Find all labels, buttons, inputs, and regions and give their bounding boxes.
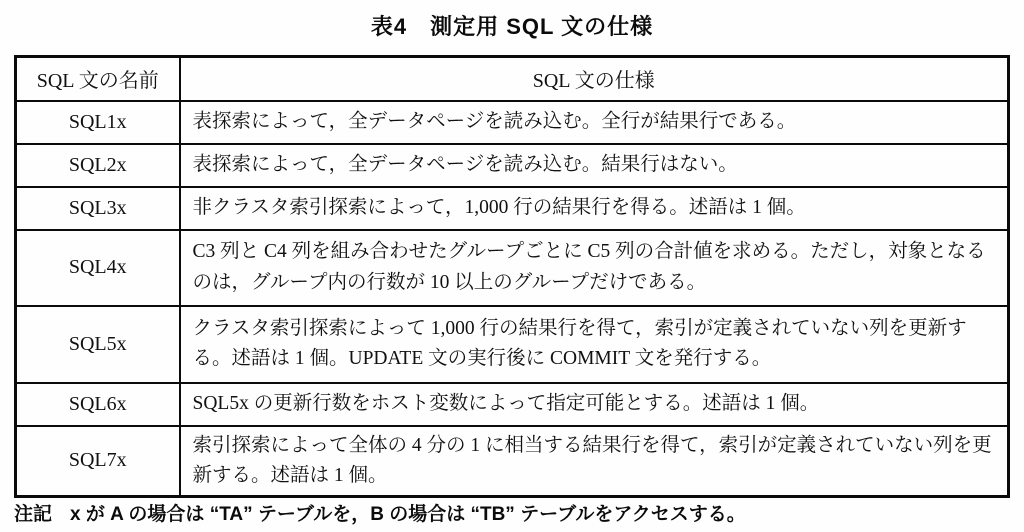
sql-name-cell: SQL7x	[16, 426, 180, 497]
sql-spec-cell: 非クラスタ索引探索によって，1,000 行の結果行を得る。述語は 1 個。	[180, 187, 1009, 230]
spec-column-header: SQL 文の仕様	[180, 57, 1009, 101]
table-row	[16, 144, 1009, 187]
sql-name-cell: SQL5x	[16, 306, 180, 383]
sql-name-cell: SQL1x	[16, 101, 180, 144]
sql-spec-cell: 表探索によって，全データページを読み込む。結果行はない。	[180, 144, 1009, 187]
table-row	[16, 230, 1009, 306]
header-row	[16, 57, 1009, 101]
sql-spec-table	[14, 55, 1010, 498]
sql-spec-cell: 索引探索によって全体の 4 分の 1 に相当する結果行を得て，索引が定義されていない列を更新する。述語は 1 個。	[180, 426, 1009, 497]
table-row	[16, 306, 1009, 383]
table-row	[16, 187, 1009, 230]
sql-spec-cell: クラスタ索引探索によって 1,000 行の結果行を得て，索引が定義されていない列を更新する。述語は 1 個。UPDATE 文の実行後に COMMIT 文を発行する。	[180, 306, 1009, 383]
sql-spec-cell: 表探索によって，全データページを読み込む。全行が結果行である。	[180, 101, 1009, 144]
sql-name-cell: SQL6x	[16, 383, 180, 426]
sql-spec-cell: C3 列と C4 列を組み合わせたグループごとに C5 列の合計値を求める。ただし，対象となるのは，グループ内の行数が 10 以上のグループだけである。	[180, 230, 1009, 306]
table-row	[16, 383, 1009, 426]
sql-name-cell: SQL3x	[16, 187, 180, 230]
sql-name-cell: SQL2x	[16, 144, 180, 187]
sql-name-cell: SQL4x	[16, 230, 180, 306]
table-row	[16, 101, 1009, 144]
footnote-text: x が A の場合は “TA” テーブルを，B の場合は “TB” テーブルをアクセスする。	[70, 504, 746, 525]
table-row	[16, 426, 1009, 497]
table-footnote	[14, 499, 1014, 526]
page-title: 表4 測定用 SQL 文の仕様	[370, 14, 654, 39]
name-column-header: SQL 文の名前	[16, 57, 180, 101]
sql-spec-cell: SQL5x の更新行数をホスト変数によって指定可能とする。述語は 1 個。	[180, 383, 1009, 426]
footnote-label: 注記	[14, 504, 53, 525]
